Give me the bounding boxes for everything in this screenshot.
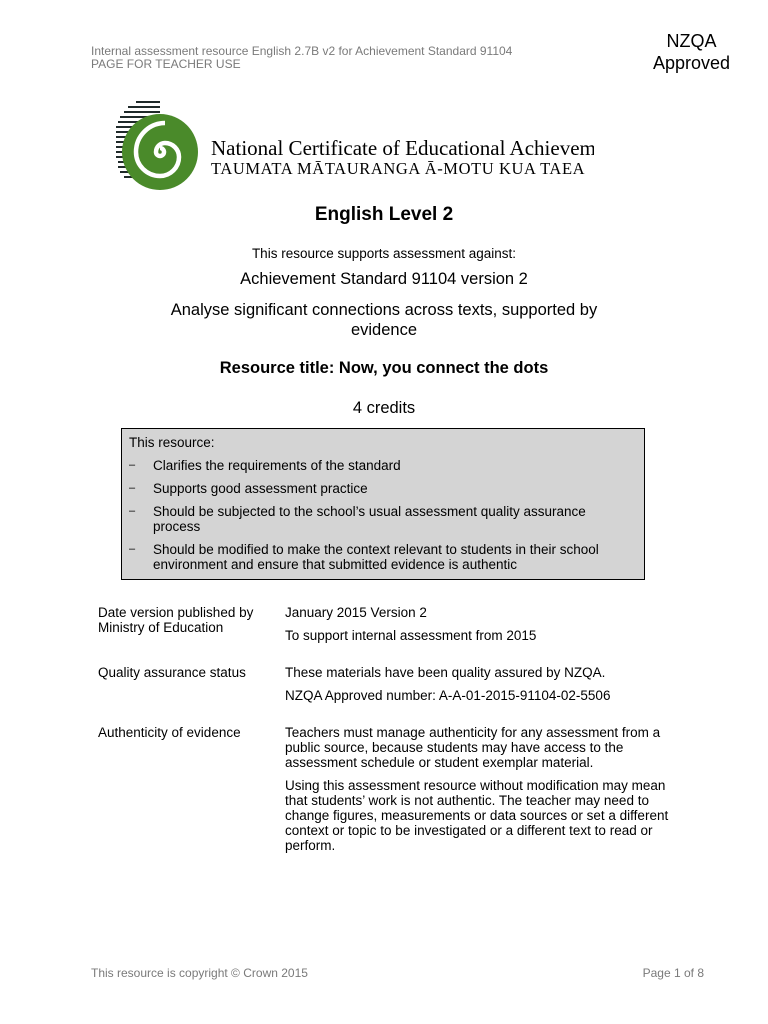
footer-page-number: Page 1 of 8 <box>642 966 704 980</box>
logo-line-1: National Certificate of Educational Achievement <box>211 136 594 160</box>
list-item <box>129 481 636 496</box>
ncea-logo <box>114 98 594 200</box>
list-item <box>129 458 636 473</box>
approved-line-approved: Approved <box>652 53 730 73</box>
nzqa-approved-stamp <box>653 30 730 74</box>
value-line: Using this assessment resource without modification may mean that students’ work is not authentic. The teacher may need to change figures, measurements or data sources or set a different context or topic to be investigated or a different text to read or perform. <box>285 778 669 853</box>
dash-bullet: – <box>129 459 136 471</box>
page-title: English Level 2 <box>314 204 454 225</box>
metadata-table <box>98 605 678 875</box>
row-value <box>285 725 678 861</box>
row-label: Date version published by Ministry of Education <box>98 605 254 635</box>
credits: 4 credits <box>352 399 416 417</box>
footer-copyright: This resource is copyright © Crown 2015 <box>91 966 308 980</box>
value-line: Teachers must manage authenticity for any assessment from a public source, because students may have access to the assessment schedule or student exemplar material. <box>285 725 661 770</box>
supports-text: This resource supports assessment against: <box>251 246 517 261</box>
koru-spiral-icon <box>114 98 594 200</box>
value-line: January 2015 Version 2 <box>285 605 427 620</box>
row-label: Quality assurance status <box>98 665 246 680</box>
table-row <box>98 665 678 711</box>
list-item <box>129 504 636 534</box>
logo-line-2: TAUMATA MĀTAURANGA Ā-MOTU KUA TAEA <box>211 159 586 178</box>
resource-info-box <box>121 428 645 580</box>
dash-bullet: – <box>129 543 136 555</box>
list-item-text: Supports good assessment practice <box>153 481 368 496</box>
header-resource-line: Internal assessment resource English 2.7B v2 for Achievement Standard 91104 <box>91 44 513 58</box>
standard-description: Analyse significant connections across texts, supported by evidence <box>170 301 598 339</box>
row-label: Authenticity of evidence <box>98 725 241 740</box>
approved-line-nzqa: NZQA <box>666 31 717 51</box>
list-item <box>129 542 636 572</box>
list-item-text: Should be subjected to the school’s usual assessment quality assurance process <box>153 504 586 534</box>
resource-title: Resource title: Now, you connect the dots <box>219 359 549 377</box>
list-item-text: Should be modified to make the context relevant to students in their school environment and ensure that submitted evidence is authentic <box>153 542 599 572</box>
dash-bullet: – <box>129 482 136 494</box>
value-line: NZQA Approved number: A-A-01-2015-91104-02-5506 <box>285 688 611 703</box>
value-line: These materials have been quality assured by NZQA. <box>285 665 606 680</box>
list-item-text: Clarifies the requirements of the standard <box>153 458 401 473</box>
value-line: To support internal assessment from 2015 <box>285 628 537 643</box>
dash-bullet: – <box>129 505 136 517</box>
box-intro: This resource: <box>129 435 215 450</box>
achievement-standard: Achievement Standard 91104 version 2 <box>240 270 528 288</box>
table-row <box>98 725 678 861</box>
header-teacher-use: PAGE FOR TEACHER USE <box>91 57 241 71</box>
row-value <box>285 665 678 711</box>
row-value <box>285 605 678 651</box>
table-row <box>98 605 678 651</box>
